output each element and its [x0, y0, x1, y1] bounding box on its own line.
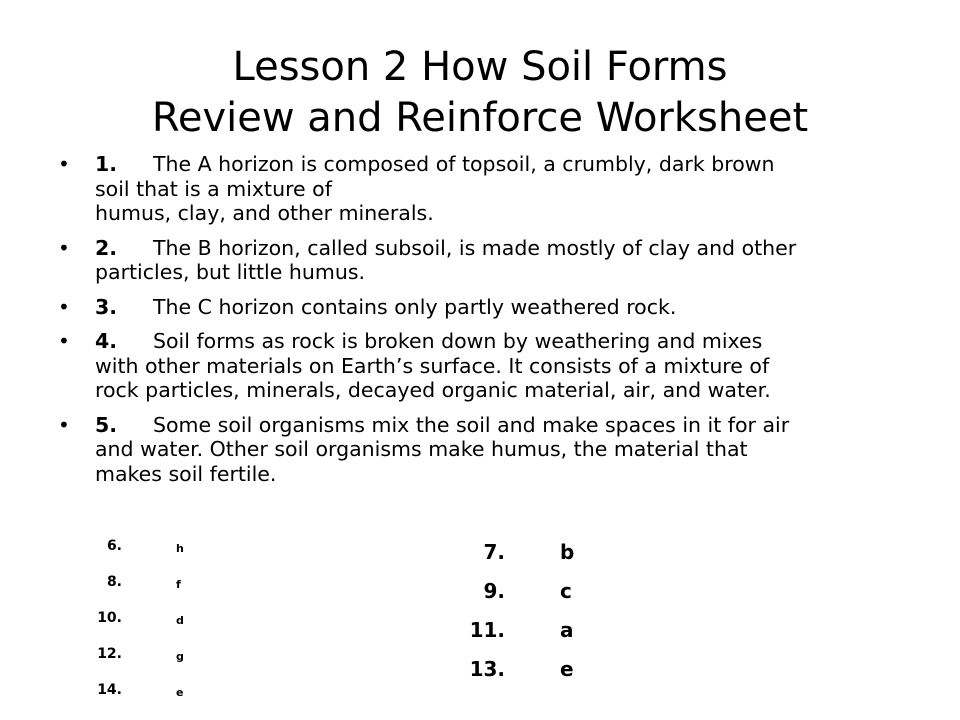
answer-row — [86, 646, 206, 682]
bullet-text: The C horizon contains only partly weathered rock. — [153, 294, 677, 319]
bullet-item — [58, 413, 898, 487]
bullet-text: The B horizon, called subsoil, is made mostly of clay and other — [153, 235, 797, 260]
answer-number: 7. — [483, 540, 505, 564]
bullet-item — [58, 236, 898, 285]
bullet-text: The A horizon is composed of topsoil, a crumbly, dark brown — [153, 152, 775, 176]
bullet-text: Soil forms as rock is broken down by weathering and mixes — [153, 329, 763, 353]
page-title — [0, 42, 960, 144]
bullet-line — [95, 236, 898, 261]
answer-row — [86, 682, 206, 718]
bullet-line: and water. Other soil organisms make humus, the material that — [95, 437, 748, 461]
bullet-line — [95, 413, 898, 438]
bullet-list — [58, 152, 898, 496]
bullet-line: humus, clay, and other minerals. — [95, 201, 434, 225]
bullet-line — [95, 152, 898, 177]
bullet-line — [95, 329, 898, 354]
answer-row — [86, 538, 206, 574]
bullet-number: 1. — [95, 152, 118, 176]
answer-row — [460, 618, 600, 657]
bullet-number: 5. — [95, 412, 118, 437]
bullet-line: makes soil fertile. — [95, 461, 277, 486]
answer-row — [460, 540, 600, 579]
title-line-1: Lesson 2 How Soil Forms — [232, 44, 728, 90]
answer-letter: e — [560, 657, 574, 681]
bullet-line: rock particles, minerals, decayed organic material, air, and water. — [95, 378, 771, 402]
answer-letter: f — [176, 578, 181, 591]
bullet-line: soil that is a mixture of — [95, 176, 332, 201]
answer-number: 6. — [106, 538, 122, 554]
answer-letter: b — [560, 540, 575, 564]
bullet-dot-icon: • — [58, 152, 70, 176]
answer-number: 9. — [483, 579, 505, 603]
bullet-dot-icon: • — [58, 294, 70, 319]
answer-number: 10. — [97, 610, 122, 626]
answer-number: 12. — [97, 646, 122, 662]
bullet-line: particles, but little humus. — [95, 260, 366, 284]
answer-letter: g — [176, 650, 184, 663]
bullet-number: 4. — [95, 329, 118, 353]
answer-letter: d — [176, 614, 184, 627]
answer-key-right — [460, 540, 600, 696]
answer-row — [460, 657, 600, 696]
bullet-dot-icon: • — [58, 329, 70, 353]
bullet-number: 2. — [95, 235, 118, 260]
answer-key-left — [86, 538, 206, 718]
answer-number: 13. — [469, 657, 505, 681]
answer-row — [86, 574, 206, 610]
answer-letter: h — [176, 542, 184, 555]
bullet-line — [95, 295, 898, 320]
answer-row — [86, 610, 206, 646]
bullet-item — [58, 295, 898, 320]
bullet-number: 3. — [95, 294, 118, 319]
answer-row — [460, 579, 600, 618]
title-line-2: Review and Reinforce Worksheet — [151, 95, 809, 141]
bullet-item — [58, 329, 898, 403]
bullet-dot-icon: • — [58, 235, 70, 260]
answer-letter: a — [560, 618, 574, 642]
bullet-dot-icon: • — [58, 412, 70, 437]
bullet-line: with other materials on Earth’s surface. It consists of a mixture of — [95, 353, 770, 378]
bullet-text: Some soil organisms mix the soil and make spaces in it for air — [153, 412, 790, 437]
answer-number: 14. — [97, 682, 122, 698]
bullet-item — [58, 152, 898, 226]
answer-letter: e — [176, 686, 184, 699]
answer-number: 11. — [469, 618, 505, 642]
answer-number: 8. — [106, 574, 122, 590]
answer-letter: c — [560, 579, 572, 603]
